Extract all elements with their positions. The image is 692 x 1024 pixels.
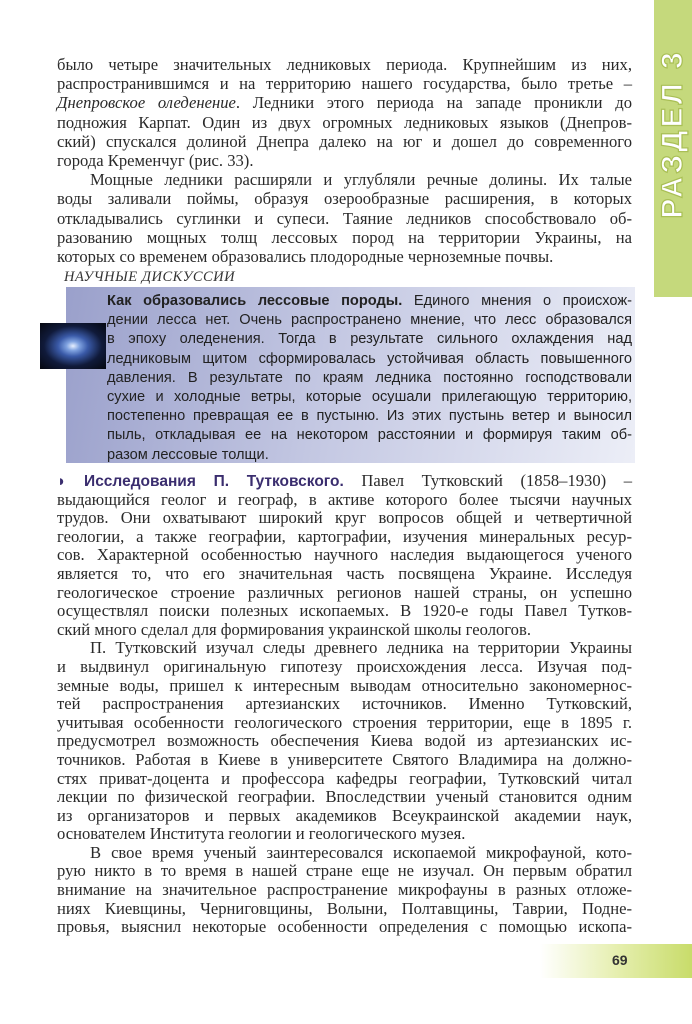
text-line: лекции по физической географии. Впоследствии ученый становится одним [57, 787, 632, 807]
text-line: П. Тутковский изучал следы древнего ледника на территории Украины [90, 638, 632, 658]
text-line: разованию мощных толщ лессовых пород на территории Украины, на [57, 227, 632, 247]
text-line: сов. Характерной особенностью научного наследия выдающегося ученого [57, 545, 632, 565]
text-line: является то, что его значительная часть посвящена Украине. Исследуя [57, 563, 632, 583]
galaxy-image [40, 323, 106, 369]
text-line: распространившимся и на территорию нашего государства, было третье – [57, 74, 632, 94]
text-line: тей распространения артезианских источников. Именно Тутковский, [57, 694, 632, 714]
discussion-text [107, 292, 632, 465]
text-line [107, 292, 632, 311]
text-line: ниях Киевщины, Черниговщины, Волыни, Полтавщины, Таврии, Подне- [57, 898, 632, 918]
text-line: Мощные ледники расширяли и углубляли речные долины. Их талые [90, 170, 632, 190]
text-line: пыль, откладывая ее на некотором расстоянии и формируя таким об- [107, 427, 632, 444]
text-line: геологии, а также географии, картографии, изучения минеральных ресур- [57, 526, 632, 546]
section-tab-label: РАЗДЕЛ 3 [656, 48, 689, 219]
text-line [57, 93, 632, 112]
text-line [57, 472, 632, 491]
text-line: сухие и холодные ветры, которые осушали прилегающую территорию, [107, 388, 632, 405]
text-line: дении лесса нет. Очень распространено мнение, что лесс образовался [107, 312, 632, 329]
text-line: учитывая особенности геологического строения территории, еще в 1895 г. [57, 712, 632, 732]
intro-text [57, 55, 632, 266]
text-line: подножия Карпат. Один из двух огромных ледниковых языков (Днепров- [57, 112, 632, 132]
text-line: которых со временем образовались плодородные черноземные почвы. [57, 246, 554, 266]
text-line: стях приват-доцента и профессора кафедры географии, Тутковский читал [57, 768, 632, 788]
text-line: В свое время ученый заинтересовался ископаемой микрофауной, кото- [90, 842, 632, 862]
text-line: земные воды, пришел к интересным выводам относительно закономернос- [57, 675, 632, 695]
text-line: воды заливали поймы, образуя озерообразные расширения, в которых [57, 189, 632, 209]
text-line: ский) спускался долиной Днепра далеко на юг и дошел до современного [57, 131, 632, 151]
text-segment: Павел Тутковский (1858–1930) – [343, 471, 633, 490]
text-line: предусмотрел возможность обеспечения Киева водой из артезианских ис- [57, 731, 632, 751]
text-line: было четыре значительных ледниковых периода. Крупнейшим из них, [57, 55, 632, 74]
text-line: точников. Работая в Киеве в университете Святого Владимира на должно- [57, 749, 632, 769]
text-line: города Кременчуг (рис. 33). [57, 150, 254, 170]
discussion-title: НАУЧНЫЕ ДИСКУССИИ [64, 269, 236, 285]
text-line: давления. В результате по краям ледника постоянно господствовали [107, 369, 632, 386]
discussion-heading: Как образовались лессовые породы. [107, 293, 403, 309]
page-number: 69 [612, 952, 628, 968]
text-line: ский много сделал для формирования украинской школы геологов. [57, 619, 531, 639]
text-line: осуществлял поиски полезных ископаемых. В 1920-е годы Павел Тутков- [57, 601, 632, 621]
section-heading: ◗ Исследования П. Тутковского. [57, 473, 344, 490]
text-line: в эпоху оледенения. Тогда в результате сильного охлаждения над [107, 331, 632, 348]
text-segment: . Ледники этого периода на западе проникли до [235, 93, 632, 113]
text-line: трудов. Они охватывают широкий круг вопросов общей и четвертичной [57, 508, 632, 528]
text-line: геологическое строение различных регионов нашей страны, он успешно [57, 582, 632, 602]
text-line: внимание на значительное распространение микрофауны в разных отложе- [57, 880, 632, 900]
text-line: постепенно превращая ее в пустыню. Из этих пустынь ветер и выносил [107, 408, 632, 425]
text-line: разом лессовые толщи. [107, 446, 269, 463]
text-line: откладывались суглинки и супеси. Таяние ледников способствовало об- [57, 208, 632, 228]
text-line: провья, выяснил некоторые особенности определения с помощью ископа- [57, 917, 632, 937]
text-line: и выдвинул оригинальную гипотезу происхождения лесса. Изучая под- [57, 656, 632, 676]
italic-term: Днепровское оледенение [57, 93, 236, 113]
tutkovsky-section [57, 472, 632, 937]
text-line: ледниковым щитом сформировалась устойчивая область повышенного [107, 350, 632, 367]
text-segment: Единого мнения о происхож- [402, 293, 632, 309]
text-line: рую никто в то время в нашей стране еще не изучал. Он первым обратил [57, 861, 632, 881]
text-line: основателем Института геологии и геологического музея. [57, 824, 466, 844]
text-line: из организаторов и первых академиков Всеукраинской академии наук, [57, 805, 632, 825]
text-line: выдающийся геолог и географ, в активе которого более тысячи научных [57, 489, 632, 509]
